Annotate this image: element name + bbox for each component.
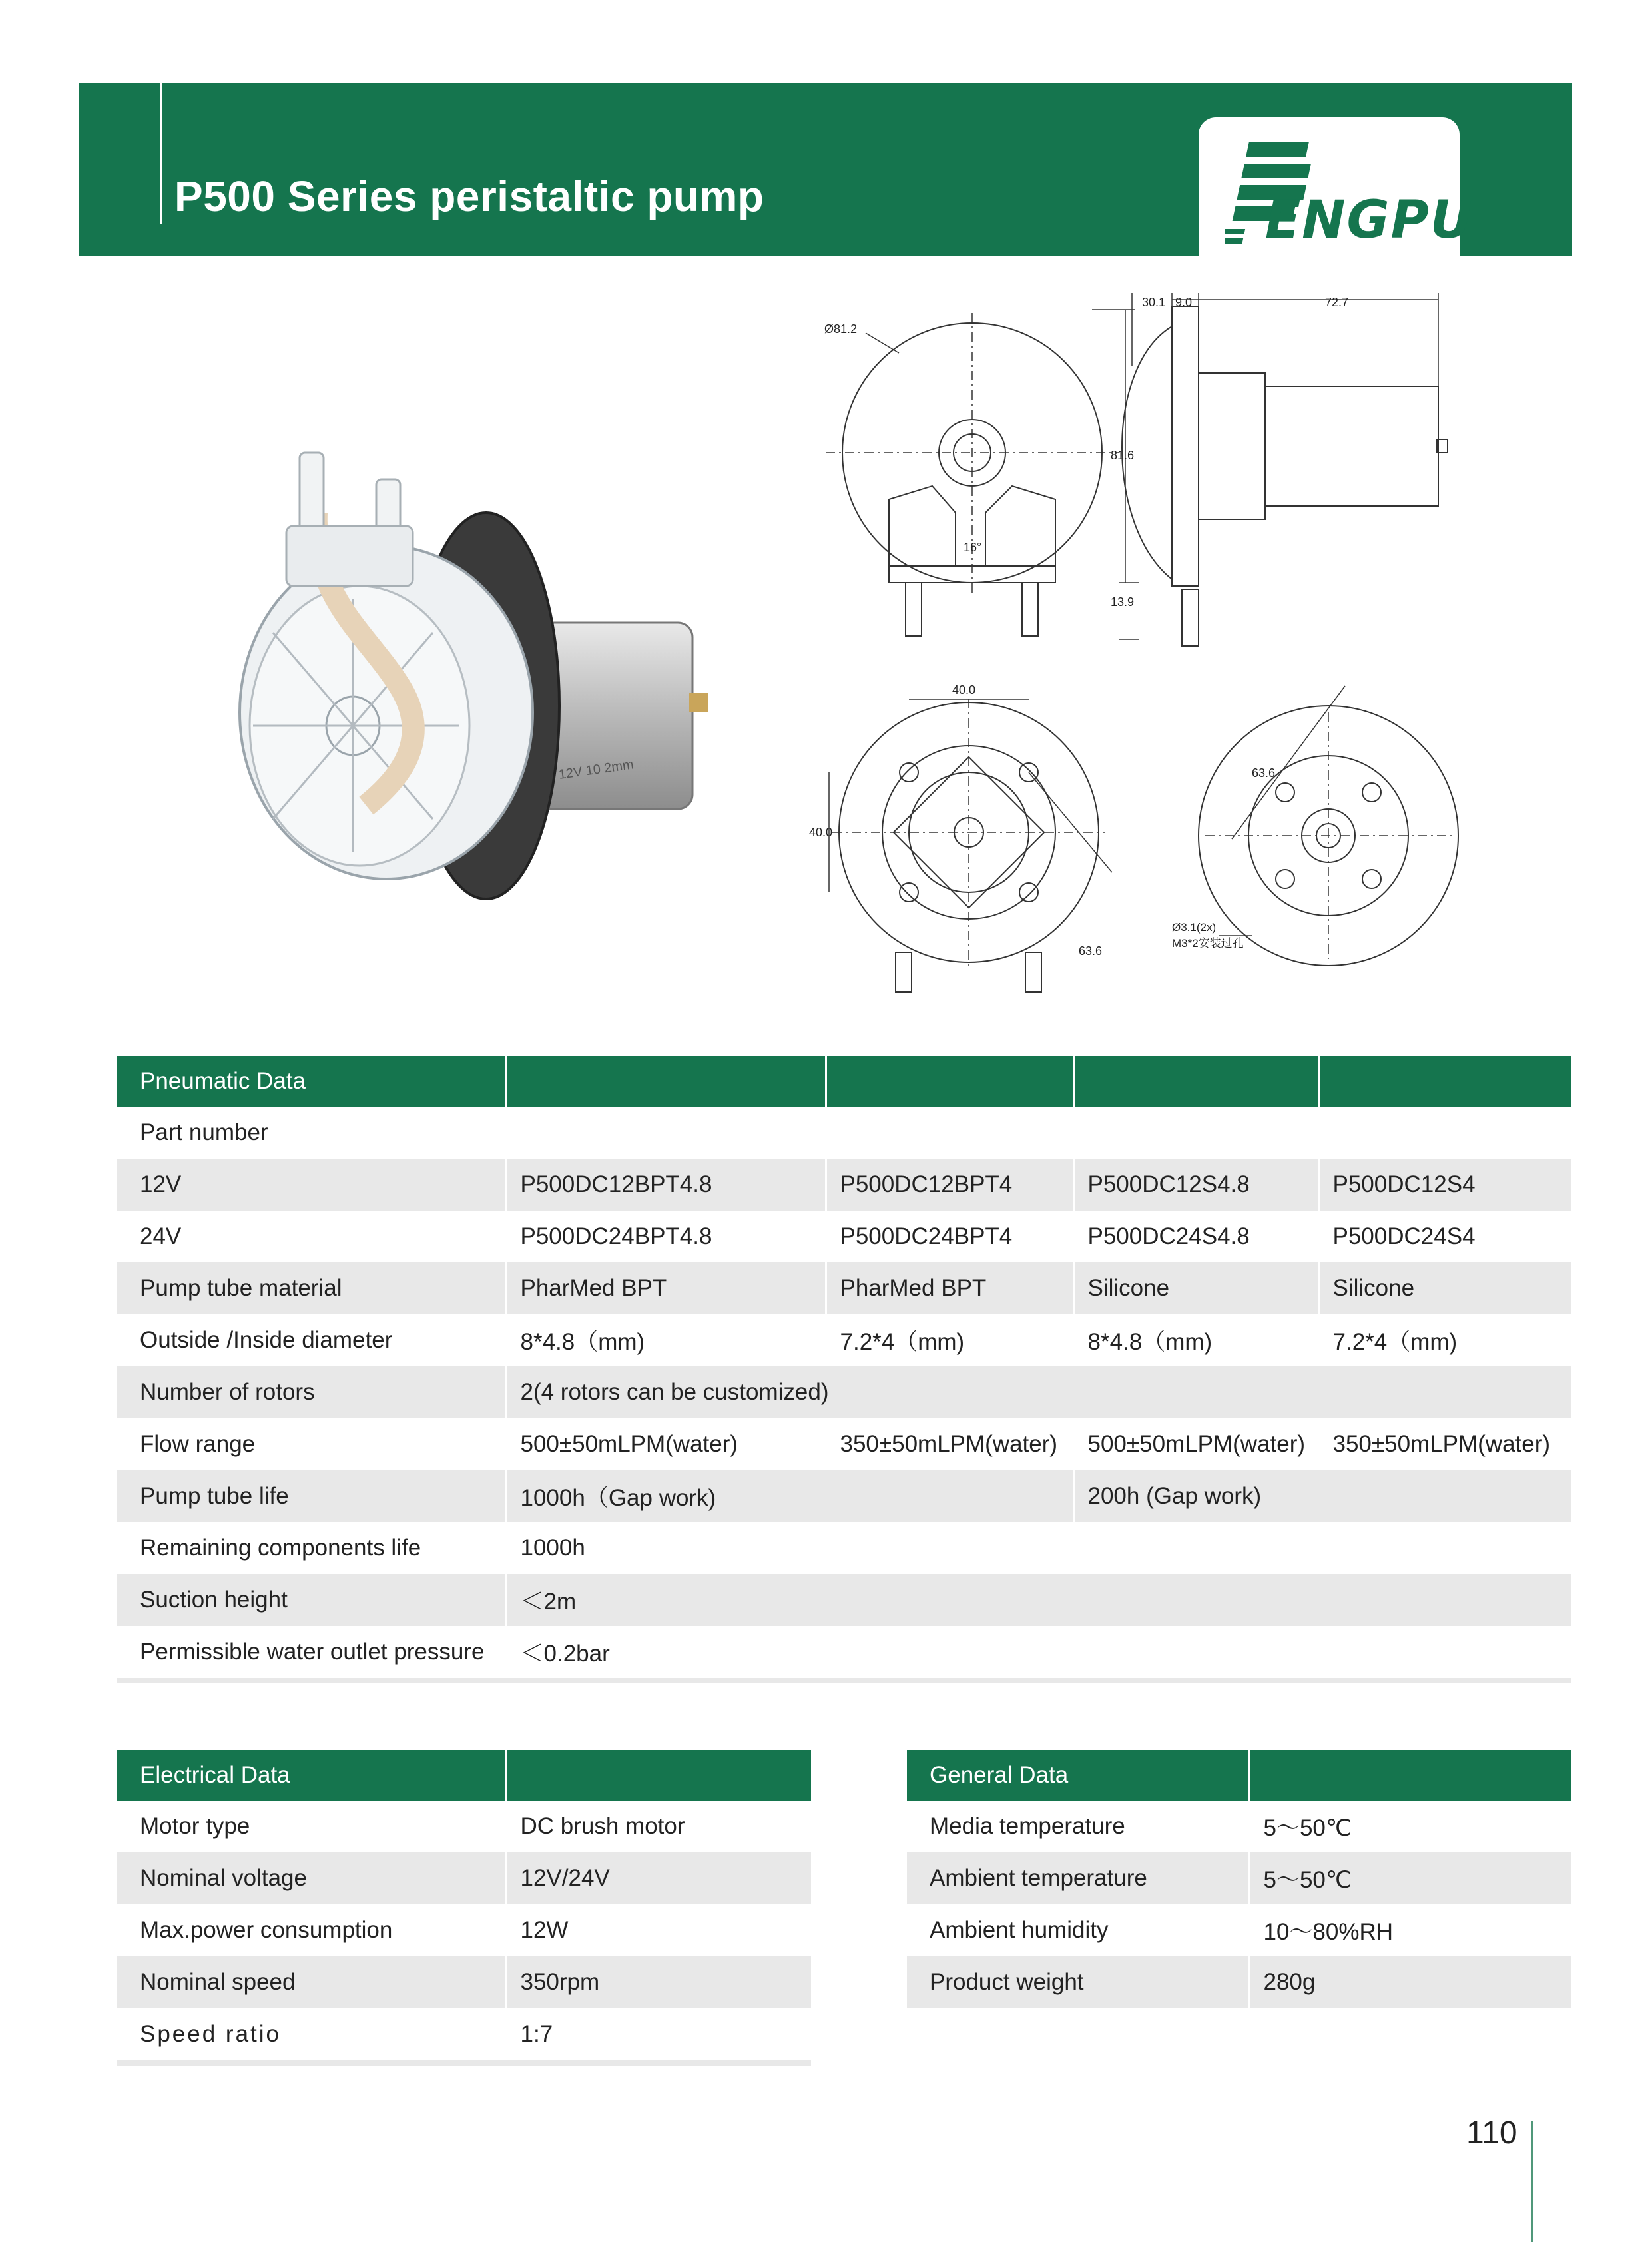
row-cell: 350rpm [506, 1956, 811, 2008]
row-cell: P500DC12S4.8 [1073, 1159, 1318, 1211]
row-cell: 5～50℃ [1249, 1852, 1571, 1904]
table-header: General Data [907, 1750, 1249, 1801]
row-cell: 8*4.8（mm) [1073, 1314, 1318, 1366]
row-cell: 2(4 rotors can be customized) [506, 1366, 1571, 1418]
row-cell: PharMed BPT [506, 1262, 826, 1314]
table-row [907, 1904, 1571, 1956]
dim-outer-dia: Ø81.2 [824, 322, 858, 336]
row-cell: 350±50mLPM(water) [826, 1418, 1073, 1470]
row-cell: 5～50℃ [1249, 1801, 1571, 1852]
row-cell: 200h (Gap work) [1073, 1470, 1571, 1522]
row-cell: ＜2m [506, 1574, 1571, 1626]
back-view [1172, 686, 1458, 966]
row-label: 12V [117, 1159, 506, 1211]
row-cell: 280g [1249, 1956, 1571, 2008]
pneumatic-data-table [117, 1056, 1571, 1683]
electrical-data-table [117, 1750, 811, 2066]
header-divider [160, 83, 162, 224]
row-cell: DC brush motor [506, 1801, 811, 1852]
brand-logo [1199, 117, 1474, 256]
table-row [117, 1852, 811, 1904]
row-label: Pump tube life [117, 1470, 506, 1522]
table-row [117, 1211, 1571, 1262]
row-cell: P500DC24BPT4 [826, 1211, 1073, 1262]
dim-back-diag: 63.6 [1252, 766, 1276, 780]
dim-front-h: 40.0 [809, 826, 833, 839]
side-view [1122, 293, 1448, 646]
row-cell: 10～80%RH [1249, 1904, 1571, 1956]
table-header-row [117, 1750, 811, 1801]
row-cell: P500DC12BPT4.8 [506, 1159, 826, 1211]
table-row [117, 1626, 1571, 1681]
motor-label: 12V 10 2mm [557, 757, 635, 782]
row-cell: 500±50mLPM(water) [1073, 1418, 1318, 1470]
page-number-rule [1531, 2121, 1533, 2242]
table-row [117, 1418, 1571, 1470]
table-row [117, 1366, 1571, 1418]
row-cell: P500DC24S4.8 [1073, 1211, 1318, 1262]
row-cell: P500DC24BPT4.8 [506, 1211, 826, 1262]
table-header: Pneumatic Data [117, 1056, 506, 1107]
table-row [907, 1852, 1571, 1904]
table-header: Electrical Data [117, 1750, 506, 1801]
row-label: Ambient humidity [930, 1917, 1109, 1943]
row-cell: 500±50mLPM(water) [506, 1418, 826, 1470]
general-data-table [907, 1750, 1571, 2008]
row-label: Product weight [907, 1956, 1249, 2008]
table-row [117, 1470, 1571, 1522]
row-label: 24V [140, 1223, 182, 1249]
row-label: Nominal speed [117, 1956, 506, 2008]
row-cell: P500DC24S4 [1318, 1211, 1571, 1262]
row-label: Permissible water outlet pressure [117, 1626, 506, 1681]
row-label: Max.power consumption [140, 1917, 393, 1943]
row-label: Suction height [117, 1574, 506, 1626]
row-cell: 1:7 [506, 2008, 811, 2063]
row-label: Remaining components life [140, 1535, 421, 1561]
page-number: 110 [1466, 2115, 1517, 2151]
dim-side-b: 9.0 [1175, 296, 1193, 309]
table-row [907, 1956, 1571, 2008]
row-label: Pump tube material [117, 1262, 506, 1314]
row-cell: P500DC12BPT4 [826, 1159, 1073, 1211]
table-row [117, 1159, 1571, 1211]
row-cell: ＜0.2bar [506, 1626, 1571, 1681]
row-cell: Silicone [1073, 1262, 1318, 1314]
table-row [117, 2008, 811, 2063]
dim-side-c: 72.7 [1325, 296, 1349, 309]
row-cell: P500DC12S4 [1318, 1159, 1571, 1211]
table-row [117, 1574, 1571, 1626]
page-title: P500 Series peristaltic pump [174, 172, 764, 220]
row-cell: 8*4.8（mm) [506, 1314, 826, 1366]
row-label: Media temperature [930, 1813, 1125, 1839]
table-header-row [907, 1750, 1571, 1801]
dim-bottom: 13.9 [1111, 595, 1135, 609]
row-label: Flow range [140, 1431, 256, 1457]
table-header-row [117, 1056, 1571, 1107]
row-cell: 350±50mLPM(water) [1318, 1418, 1571, 1470]
row-label: Ambient temperature [907, 1852, 1249, 1904]
row-cell: 7.2*4（mm) [826, 1314, 1073, 1366]
front-view-bottom [809, 683, 1112, 992]
row-cell: PharMed BPT [826, 1262, 1073, 1314]
row-label: Part number [140, 1119, 268, 1145]
table-row [907, 1801, 1571, 1852]
table-row [117, 1262, 1571, 1314]
table-row [117, 1107, 1571, 1159]
table-row [117, 1314, 1571, 1366]
row-cell: Silicone [1318, 1262, 1571, 1314]
row-label: Nominal voltage [117, 1852, 506, 1904]
row-cell: 1000h（Gap work) [506, 1470, 1073, 1522]
dim-front-diag: 63.6 [1079, 944, 1103, 958]
row-cell: 1000h [506, 1522, 1571, 1574]
dim-side-a: 30.1 [1142, 296, 1166, 309]
row-cell: 7.2*4（mm) [1318, 1314, 1571, 1366]
dim-angle: 16° [964, 541, 982, 554]
table-row [117, 1522, 1571, 1574]
row-label: Number of rotors [117, 1366, 506, 1418]
dim-height: 81.6 [1111, 449, 1135, 462]
row-label: Outside /Inside diameter [140, 1327, 393, 1353]
row-label: Speed ratio [117, 2008, 506, 2063]
table-row [117, 1904, 811, 1956]
dim-front-w: 40.0 [952, 683, 976, 697]
table-row [117, 1956, 811, 2008]
pump-photo [200, 433, 732, 939]
row-label: Motor type [140, 1813, 250, 1839]
technical-drawing [799, 286, 1558, 1045]
dim-hole: Ø3.1(2x) [1172, 921, 1217, 934]
row-cell: 12V/24V [506, 1852, 811, 1904]
front-view-top [824, 310, 1139, 639]
dim-hole-note: M3*2安装过孔 [1172, 937, 1244, 950]
row-cell: 12W [506, 1904, 811, 1956]
logo-text: ENGPU [1265, 190, 1474, 250]
table-row [117, 1801, 811, 1852]
